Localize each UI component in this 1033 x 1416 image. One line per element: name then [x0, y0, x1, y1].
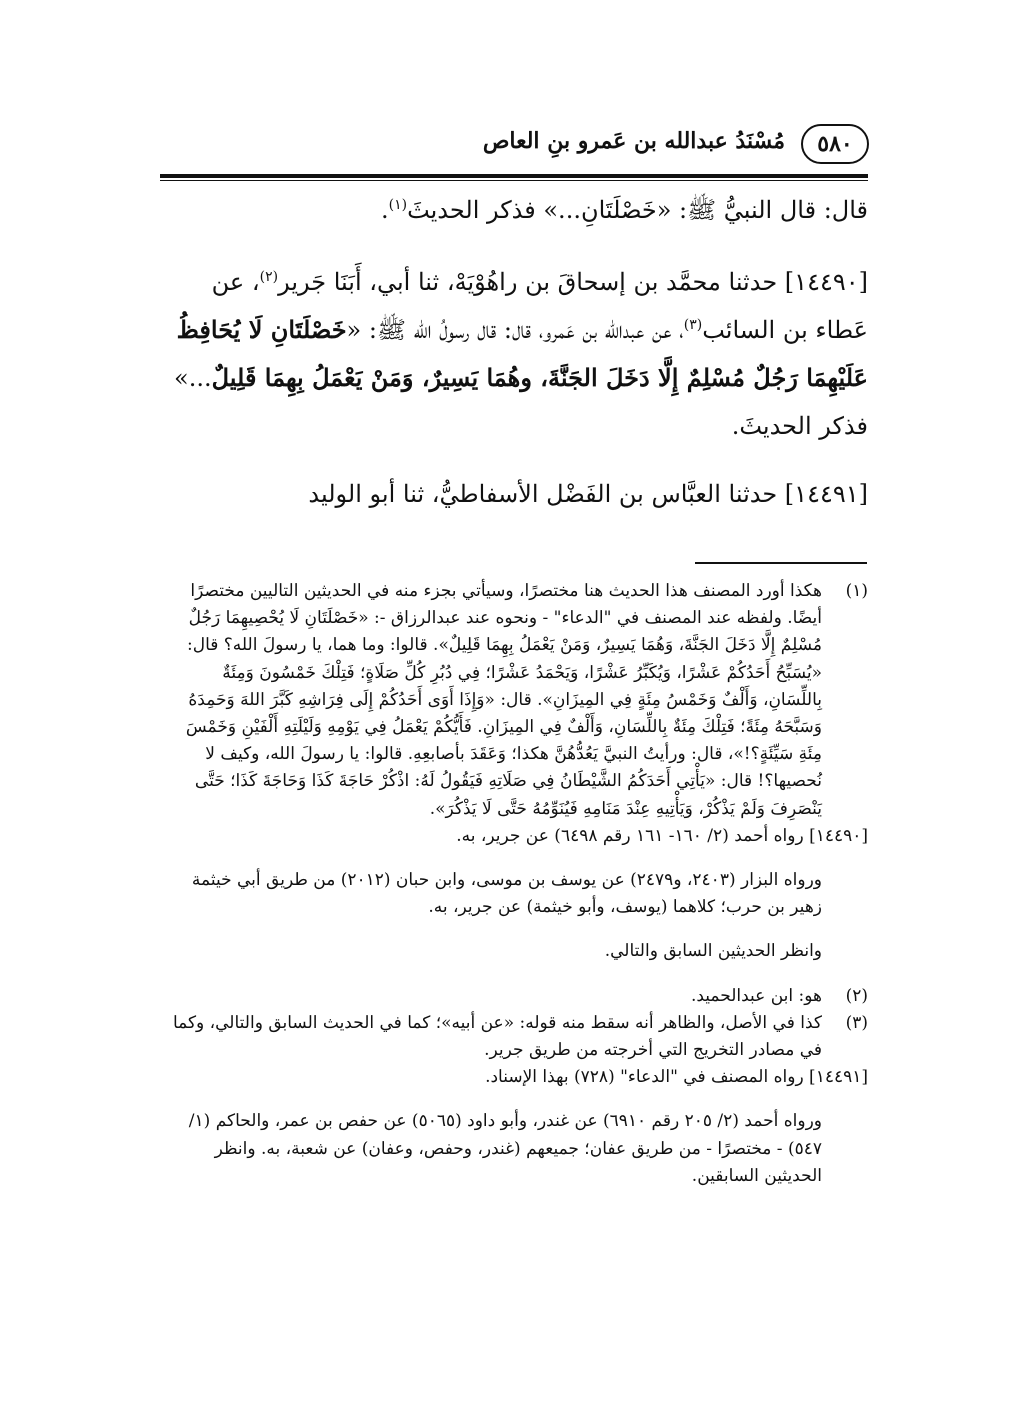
main-text: [164, 186, 868, 518]
header-rule-thin: [160, 180, 868, 181]
footnote-text: هكذا أورد المصنف هذا الحديث هنا مختصرًا، وسيأتي بجزء منه في الحديثين التاليين مختصرًا أيضًا. ولفظه عند المصنف في "الدعاء" - ونحوه عند عبدالرزاق -: «خَصْلَتَانِ لَا يُحْصِيهِمَا رَجُلٌ مُسْلِمٌ إِلَّا دَخَلَ الجَنَّةَ، وَهُمَا يَسِيرٌ، وَمَنْ يَعْمَلُ بِهِمَا قَلِيلٌ». قالوا: وما هما، يا رسولَ الله؟ قال: «يُسَبِّحُ أَحَدُكُمْ عَشْرًا، وَيُكَبِّرُ عَشْرًا، وَيَحْمَدُ عَشْرًا؛ فِي دُبُرِ كُلِّ صَلَاةٍ؛ فَتِلْكَ خَمْسُونَ وَمِئَةٌ بِاللِّسَانِ، وَأَلْفٌ وَخَمْسُ مِئَةٍ فِي المِيزَانِ». قال: «وَإِذَا أَوَى أَحَدُكُمْ إِلَى فِرَاشِهِ كَبَّرَ اللهَ وَحَمِدَهُ وَسَبَّحَهُ مِئَةً؛ فَتِلْكَ مِئَةٌ بِاللِّسَانِ، وَأَلْفٌ فِي المِيزَانِ. فَأَيُّكُمْ يَعْمَلُ فِي يَوْمِهِ وَلَيْلَتِهِ أَلْفَيْنِ وَخَمْسَ مِئَةِ سَيِّئَةٍ؟!»، قال: ورأيتُ النبيَّ يَعُدُّهُنَّ هكذا؛ وَعَقَدَ بأصابعِهِ. قالوا: يا رسولَ الله، وكيف لا نُحصيها؟! قال: «يَأْتِي أَحَدَكُمُ الشَّيْطَانُ فِي صَلَاتِهِ فَيَقُولُ لَهُ: اذْكُرْ حَاجَةَ كَذَا وَحَاجَةَ كَذَا؛ حَتَّى يَنْصَرِفَ وَلَمْ يَذْكُرْ، وَيَأْتِيهِ عِنْدَ مَنَامِهِ فَيُنَوِّمُهُ حَتَّى لَا يَذْكُرَ».: [185, 581, 822, 819]
footnote-separator: [695, 562, 867, 564]
footnotes: [164, 578, 868, 1207]
footnote-ref-1: (١): [388, 197, 408, 213]
footnote-1: [164, 578, 868, 823]
takhrij-14491-more: ورواه أحمد (٢/ ٢٠٥ رقم ٦٩١٠) عن غندر، وأبو داود (٥٠٦٥) عن حفص بن عمر، والحاكم (١/ ٥٤٧) - مختصرًا - من طريق عفان؛ جميعهم (غندر، وحفص، وعفان) عن شعبة، به. وانظر الحديثين السابقين.: [188, 1111, 822, 1186]
takhrij-14491: [١٤٤٩١] رواه المصنف في "الدعاء" (٧٢٨) بهذا الإسناد.: [485, 1067, 868, 1088]
takhrij-14490-more: ورواه البزار (٢٤٠٣، و٢٤٧٩) عن يوسف بن موسى، وابن حبان (٢٠١٢) من طريق أبي خيثمة زهير بن حرب؛ كلاهما (يوسف، وأبو خيثمة) عن جرير، به.: [191, 870, 822, 918]
header-rule-thick: [160, 174, 868, 178]
takhrij-14490: [١٤٤٩٠] رواه أحمد (٢/ ١٦٠- ١٦١ رقم ٦٤٩٨) عن جرير، به.: [456, 825, 868, 846]
hadith-14490: [١٤٤٩٠] حدثنا محمَّد بن إسحاقَ بن راهُوْيَهْ، ثنا أبي، أَبَنَا جَرير$^{(٢)}$، عن عَطاء بن السائب$^{(٣)}$، عن عبدالله بن عَمرو، قال: قال رسولُ الله ﷺ: «خَصْلَتَانِ لَا يُحَافِظُ عَلَيْهِمَا رَجُلٌ مُسْلِمٌ إِلَّا دَخَلَ الجَنَّةَ، وهُمَا يَسِيرٌ، وَمَنْ يَعْمَلُ بِهِمَا قَلِيلٌ...» فذكر الحديثَ.: [174, 268, 868, 440]
page-header: [162, 120, 869, 172]
takhrij-14490-see-also: وانظر الحديثين السابق والتالي.: [604, 941, 822, 962]
hadith-14491: [١٤٤٩١] حدثنا العبَّاس بن الفَضْل الأسفاطيُّ، ثنا أبو الوليد: [308, 480, 868, 508]
page-number: ٥٨٠: [801, 124, 869, 164]
footnote-2: [164, 983, 868, 1010]
footnote-text: كذا في الأصل، والظاهر أنه سقط منه قوله: «عن أبيه»؛ كما في الحديث السابق والتالي، وكما في مصادر التخريج التي أخرجته من طريق جرير.: [172, 1012, 822, 1061]
footnote-number: (٢): [845, 985, 868, 1006]
footnote-ref-2: (٢): [259, 269, 279, 285]
footnote-text: هو: ابن عبدالحميد.: [690, 985, 822, 1006]
footnote-3: [164, 1010, 868, 1064]
footnote-ref-3: (٣): [683, 317, 703, 333]
running-title: مُسْنَدُ عبدالله بن عَمرو بنِ العاص: [482, 128, 785, 154]
hadith-text-bold: خَصْلَتَانِ لَا يُحَافِظُ عَلَيْهِمَا رَجُلٌ مُسْلِمٌ إِلَّا دَخَلَ الجَنَّةَ، وهُمَا يَسِيرٌ، وَمَنْ يَعْمَلُ بِهِمَا قَلِيلٌ: [176, 315, 868, 392]
footnote-number: (١): [845, 581, 868, 601]
footnote-number: (٣): [845, 1012, 868, 1033]
paragraph-continuation: قال: قال النبيُّ ﷺ: «خَصْلَتَانِ...» فذكر الحديثَ$^{(١)}$.: [380, 196, 868, 224]
